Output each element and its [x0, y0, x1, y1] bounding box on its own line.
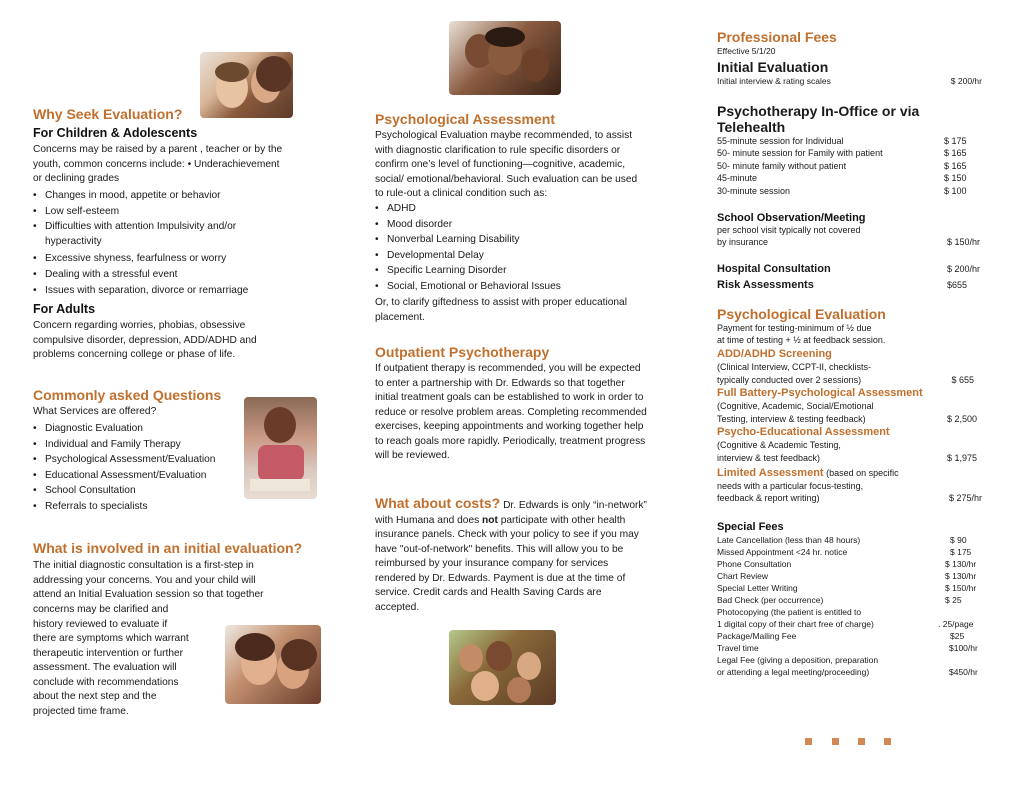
photo-illustration-icon — [449, 21, 561, 95]
fee-row: by insurance $ 150/hr — [717, 237, 980, 248]
adults-text: Concern regarding worries, phobias, obsessive compulsive disorder, depression, ADD/ADHD and problems concerning college or phase of life. — [33, 320, 257, 360]
school-title: School Observation/Meeting — [717, 211, 866, 224]
list-item: • Mood disorder — [375, 217, 647, 233]
list-item: • Issues with separation, divorce or remarriage — [33, 283, 283, 299]
fee-row: 50- minute family without patient $ 165 — [717, 160, 967, 171]
costs-text: What about costs? Dr. Edwards is only “in-network” with Humana and does not participate with other health insurance panels. Check with your policy to see if you may have "out-of-network" benefits. This will allow you to be reimbursed by your insurance company for services rendered by Dr. Edwards. Payment is due at the time of service. Credit cards and Health Saving Cards are accepted. — [375, 495, 647, 613]
children-concerns-list — [33, 188, 283, 299]
services-list — [33, 421, 243, 515]
psychotherapy-rows — [717, 135, 974, 198]
list-item: • Difficulties with attention Impulsivity and/or hyperactivity — [33, 220, 283, 251]
fee-row: typically conducted over 2 sessions) $ 655 — [717, 374, 974, 385]
initial-eval-continued: concerns may be clarified and history reviewed to evaluate if there are symptoms which warrant therapeutic intervention or further assessment. The evaluation will conclude with recommendations about the next step and the projected time frame. — [33, 604, 189, 717]
fee-row: Phone Consultation $ 130/hr — [717, 558, 977, 569]
hospital-row: Hospital Consultation $ 200/hr — [717, 262, 980, 275]
fees-panel: Professional Fees Effective 5/1/20 Initial Evaluation Initial interview & rating scales $ 200/hr Psychotherapy In-Office or via Telehealth 55-minute session for Individual $ 175 50- minute session for Family with patient $ 165 50- minute family without patient $ 165 45-minute $ 150 30-minute session $ 100 School Observation/Meeting per school visit typically not covered by insurance $ 150/hr Hospital Consultation $ 200/hr Risk Assessments $655 Psychological Evaluation Payment for testing-minimum of ½ due at time of testing + ½ at feedback session. ADD/ADHD Screening (Clinical Interview, CCPT-II, checklists- typically conducted over 2 sessions) $ 655 Full Battery-Psychological Assessment (Cognitive, Academic, Social/Emotional Testing, interview & testing feedback) $ 2,500 Psycho-Educational Assessment (Cognitive & Academic Testing, interview & test feedback) $ 1,975 Limited Assessment (based on specific needs with a particular focus-testing, feedback & report writing) $ 275/hr Special Fees Late Cancellation (less than 48 hours) $ 90 Missed Appointment <24 hr. notice $ 175 Phone Consultation $ 130/hr Chart Review $ 130/hr Special Letter Writing $ 150/hr Bad Check (per occurrence) $ 25 Photocopying (the patient is entitled to 1 digital copy of their chart free of charge) . 25/page Package/Mailing Fee $25 Travel time $100/hr Legal Fee (giving a deposition, preparation or attending a legal meeting/proceeding) $450/hr — [717, 29, 982, 677]
photo-student-reading — [244, 397, 317, 499]
list-item: • Dealing with a stressful event — [33, 267, 283, 283]
adults-subtitle: For Adults — [33, 302, 96, 316]
initial-eval-fee-title: Initial Evaluation — [717, 59, 829, 75]
list-item: • Low self-esteem — [33, 204, 283, 220]
list-item: • Excessive shyness, fearfulness or worry — [33, 251, 283, 267]
list-item: • ADHD — [375, 201, 647, 217]
fee-row: 1 digital copy of their chart free of charge) . 25/page — [717, 618, 974, 629]
assessment-text: Psychological Evaluation maybe recommended, to assist with diagnostic clarification to rule specific disorders or confirm one’s level of functioning—cognitive, academic, social/ emotional/behavioral. Such evaluation can be used to rule-out a clinical condition such as: — [375, 130, 638, 199]
initial-eval-text: The initial diagnostic consultation is a first-step in addressing your concerns. You and your child will attend an Initial Evaluation session so that together — [33, 560, 264, 600]
psychotherapy-title: Psychotherapy In-Office or via Telehealth — [717, 102, 920, 135]
giftedness-text: Or, to clarify giftedness to assist with proper educational placement. — [375, 297, 627, 323]
photo-family-smiling — [449, 21, 561, 95]
outpatient-text: If outpatient therapy is recommended, you will be expected to enter a partnership with Dr. Edwards so that together initial treatment goals can be established to work in order to reduce or resolve problem areas. Completing recommended exercises, keeping appointments and working together help to reach goals more rapidly. Periodically, treatment progress will be reviewed. — [375, 363, 647, 461]
decorative-dot — [858, 738, 865, 745]
fee-row: Chart Review $ 130/hr — [717, 570, 977, 581]
psycho-ed-title: Psycho-Educational Assessment — [717, 426, 890, 439]
photo-family-group — [449, 630, 556, 705]
full-battery-title: Full Battery-Psychological Assessment — [717, 387, 923, 400]
decorative-dot — [805, 738, 812, 745]
fee-row: Travel time $100/hr — [717, 642, 978, 653]
why-seek-title: Why Seek Evaluation? — [33, 106, 183, 122]
children-intro: Concerns may be raised by a parent , teacher or by the youth, common concerns include: • Underachievement or declining grades — [33, 144, 283, 184]
photo-illustration-icon — [200, 52, 293, 118]
add-adhd-title: ADD/ADHD Screening — [717, 347, 832, 360]
fee-row: 55-minute session for Individual $ 175 — [717, 135, 967, 146]
assessment-title: Psychological Assessment — [375, 111, 556, 127]
fee-row: Missed Appointment <24 hr. notice $ 175 — [717, 546, 972, 557]
psych-eval-title: Psychological Evaluation — [717, 305, 886, 322]
children-subtitle: For Children & Adolescents — [33, 126, 198, 140]
faq-question: What Services are offered? — [33, 406, 157, 417]
fee-row: Special Letter Writing $ 150/hr — [717, 582, 977, 593]
fee-row: interview & test feedback) $ 1,975 — [717, 452, 977, 463]
fee-row: or attending a legal meeting/proceeding) $450/hr — [717, 666, 978, 677]
special-fees-title: Special Fees — [717, 520, 784, 533]
list-item: • Changes in mood, appetite or behavior — [33, 188, 283, 204]
fee-row: Testing, interview & testing feedback) $ 2,500 — [717, 413, 977, 424]
photo-illustration-icon — [244, 397, 317, 499]
outpatient-title: Outpatient Psychotherapy — [375, 344, 550, 360]
fees-title: Professional Fees — [717, 29, 837, 45]
list-item: • Individual and Family Therapy — [33, 437, 243, 453]
list-item: • Psychological Assessment/Evaluation — [33, 452, 243, 468]
list-item: • Developmental Delay — [375, 248, 647, 264]
decorative-dot — [884, 738, 891, 745]
photo-mother-daughter — [225, 625, 321, 704]
risk-row: Risk Assessments $655 — [717, 278, 967, 291]
special-fee-rows: Late Cancellation (less than 48 hours) $ 90 Missed Appointment <24 hr. notice $ 175 Phone Consultation $ 130/hr Chart Review $ 130/hr Special Letter Writing $ 150/hr Bad Check (per occurrence) $ 25 Photocopying (the patient is entitled to 1 digital copy of their chart free of charge) . 25/page Package/Mailing Fee $25 Travel time $100/hr Legal Fee (giving a deposition, preparation or attending a legal meeting/proceeding) $450/hr — [717, 534, 982, 678]
fee-row: 45-minute $ 150 — [717, 173, 967, 184]
list-item: • Referrals to specialists — [33, 499, 243, 515]
fee-row: Late Cancellation (less than 48 hours) $ 90 — [717, 534, 967, 545]
list-item: • Educational Assessment/Evaluation — [33, 468, 243, 484]
decorative-dot — [832, 738, 839, 745]
photo-illustration-icon — [449, 630, 556, 705]
fee-row: feedback & report writing) $ 275/hr — [717, 493, 982, 504]
list-item: • School Consultation — [33, 483, 243, 499]
initial-eval-title: What is involved in an initial evaluation? — [33, 540, 303, 556]
list-item: • Social, Emotional or Behavioral Issues — [375, 279, 647, 295]
list-item: • Nonverbal Learning Disability — [375, 232, 647, 248]
faq-title: Commonly asked Questions — [33, 387, 222, 403]
fee-row: 50- minute session for Family with patient $ 165 — [717, 148, 967, 159]
fee-row: Package/Mailing Fee $25 — [717, 630, 965, 641]
photo-mother-child — [200, 52, 293, 118]
list-item: • Diagnostic Evaluation — [33, 421, 243, 437]
conditions-list — [375, 201, 647, 295]
costs-title: What about costs? — [375, 495, 501, 511]
effective-date: Effective 5/1/20 — [717, 46, 776, 56]
fee-row: Bad Check (per occurrence) $ 25 — [717, 594, 962, 605]
fee-row: Initial interview & rating scales $ 200/hr — [717, 76, 982, 86]
limited-assessment-title: Limited Assessment (based on specific — [717, 466, 899, 479]
photo-illustration-icon — [225, 625, 321, 704]
fee-row: 30-minute session $ 100 — [717, 185, 967, 196]
list-item: • Specific Learning Disorder — [375, 263, 647, 279]
